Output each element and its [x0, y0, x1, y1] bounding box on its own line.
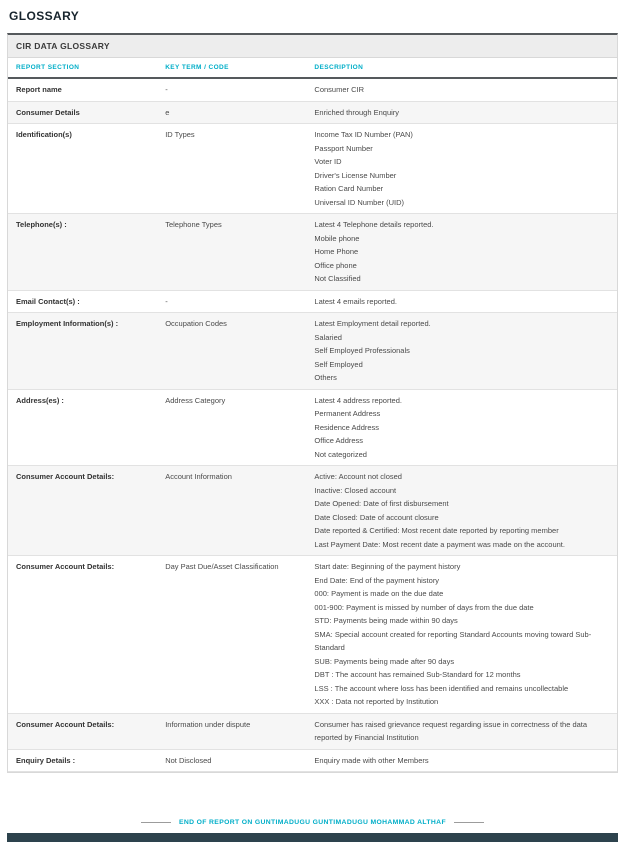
description-line: Self Employed Professionals: [314, 346, 410, 355]
description-line: SMA: Special account created for reporting Standard Accounts moving toward Sub-Standard: [314, 629, 592, 652]
description-line: 000: Payment is made on the due date: [314, 589, 444, 598]
description-line: Ration Card Number: [314, 184, 384, 193]
description-line: Driver's License Number: [314, 170, 397, 180]
description-line: Enquiry made with other Members: [314, 755, 429, 765]
description-line: Office Address: [314, 436, 364, 445]
description-line: Consumer CIR: [314, 85, 365, 94]
report-section-cell: Consumer Account Details:: [16, 562, 115, 571]
key-term-cell: Occupation Codes: [165, 319, 227, 328]
description-line: Self Employed: [314, 359, 363, 369]
key-term-cell: Account Information: [165, 472, 232, 481]
report-section-cell: Report name: [16, 85, 62, 94]
description-line: End Date: End of the payment history: [314, 575, 440, 585]
report-section-cell: Consumer Account Details:: [16, 719, 115, 729]
table-row: [8, 713, 617, 749]
table-row: [8, 78, 617, 101]
description-line: Inactive: Closed account: [314, 485, 397, 495]
key-term-cell: Not Disclosed: [165, 755, 212, 765]
key-term-cell: Information under dispute: [165, 719, 251, 729]
description-cell: [306, 713, 617, 749]
description-line: 001-900: Payment is missed by number of days from the due date: [314, 602, 534, 612]
description-line: Permanent Address: [314, 409, 381, 418]
description-line: Latest 4 Telephone details reported.: [314, 220, 434, 229]
description-line: Passport Number: [314, 143, 373, 153]
description-cell: [306, 313, 617, 390]
description-line: Income Tax ID Number (PAN): [314, 130, 413, 139]
description-cell: [306, 290, 617, 313]
description-line: Enriched through Enquiry: [314, 107, 400, 117]
report-section-cell: Email Contact(s) :: [16, 296, 80, 306]
table-row: [8, 466, 617, 556]
description-line: Start date: Beginning of the payment history: [314, 562, 461, 571]
description-line: Voter ID: [314, 157, 342, 166]
description-line: STD: Payments being made within 90 days: [314, 616, 458, 625]
description-cell: [306, 214, 617, 291]
table-row: [8, 101, 617, 124]
table-row: [8, 389, 617, 466]
report-section-cell: Telephone(s) :: [16, 220, 67, 229]
description-cell: [306, 78, 617, 101]
description-line: Date reported & Certified: Most recent date reported by reporting member: [314, 526, 559, 535]
key-term-cell: -: [165, 296, 168, 306]
key-term-cell: -: [165, 85, 168, 94]
page-bottom-bar: [7, 833, 618, 842]
table-row: [8, 556, 617, 714]
description-line: Home Phone: [314, 247, 359, 256]
column-header-row: [8, 58, 617, 78]
description-line: Latest 4 emails reported.: [314, 296, 397, 306]
report-section-cell: Consumer Details: [16, 107, 80, 117]
table-row: [8, 749, 617, 772]
description-line: Last Payment Date: Most recent date a payment was made on the account.: [314, 539, 565, 549]
table-row: [8, 290, 617, 313]
description-cell: [306, 124, 617, 214]
description-line: Office phone: [314, 260, 357, 270]
column-header-key-term-code: KEY TERM / CODE: [157, 58, 306, 78]
description-cell: [306, 466, 617, 556]
key-term-cell: Telephone Types: [165, 220, 222, 229]
glossary-table-header: [8, 58, 617, 78]
table-row: [8, 313, 617, 390]
description-cell: [306, 749, 617, 772]
report-section-cell: Employment Information(s) :: [16, 319, 119, 328]
description-line: Residence Address: [314, 422, 380, 432]
end-of-report-line: [7, 819, 618, 826]
report-section-cell: Identification(s): [16, 130, 72, 139]
key-term-cell: Day Past Due/Asset Classification: [165, 562, 279, 571]
report-section-cell: Enquiry Details :: [16, 755, 76, 765]
description-line: Not categorized: [314, 449, 367, 459]
key-term-cell: Address Category: [165, 395, 226, 405]
description-line: Salaried: [314, 332, 342, 342]
description-line: SUB: Payments being made after 90 days: [314, 656, 455, 666]
description-line: Not Classified: [314, 274, 361, 283]
description-line: Date Closed: Date of account closure: [314, 512, 439, 522]
description-line: Latest Employment detail reported.: [314, 319, 431, 328]
end-of-report-right-rule: [454, 822, 484, 823]
description-cell: [306, 101, 617, 124]
glossary-panel-title: CIR DATA GLOSSARY: [8, 35, 617, 58]
description-line: Active: Account not closed: [314, 472, 402, 481]
description-line: LSS : The account where loss has been identified and remains uncollectable: [314, 683, 569, 693]
report-section-cell: Address(es) :: [16, 395, 64, 405]
column-header-description: DESCRIPTION: [306, 58, 617, 78]
key-term-cell: ID Types: [165, 130, 195, 139]
column-header-report-section: REPORT SECTION: [8, 58, 157, 78]
description-line: Universal ID Number (UID): [314, 197, 405, 207]
description-line: DBT : The account has remained Sub-Standard for 12 months: [314, 670, 521, 679]
end-of-report-text: END OF REPORT ON GUNTIMADUGU GUNTIMADUGU MOHAMMAD ALTHAF: [179, 819, 446, 826]
description-line: XXX : Data not reported by Institution: [314, 697, 439, 706]
description-line: Latest 4 address reported.: [314, 395, 402, 405]
key-term-cell: e: [165, 107, 170, 117]
report-section-cell: Consumer Account Details:: [16, 472, 115, 481]
glossary-table: [8, 58, 617, 772]
glossary-table-body: [8, 78, 617, 772]
description-cell: [306, 389, 617, 466]
end-of-report-left-rule: [141, 822, 171, 823]
description-line: Consumer has raised grievance request regarding issue in correctness of the data reported by Financial Institution: [314, 719, 588, 742]
glossary-panel: [7, 33, 618, 773]
table-row: [8, 214, 617, 291]
description-line: Mobile phone: [314, 233, 360, 243]
description-line: Date Opened: Date of first disbursement: [314, 499, 449, 508]
description-cell: [306, 556, 617, 714]
table-row: [8, 124, 617, 214]
page-title: GLOSSARY: [9, 9, 80, 23]
description-line: Others: [314, 373, 337, 382]
